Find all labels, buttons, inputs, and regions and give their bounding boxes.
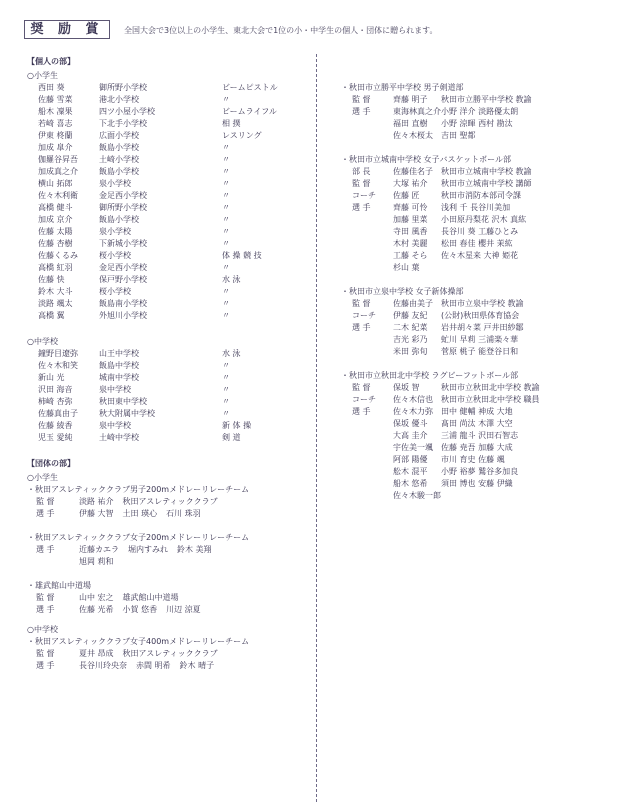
recipient-school: 外旭川小学校 (99, 311, 147, 320)
team-role (36, 556, 79, 568)
team-line (341, 418, 611, 430)
recipient-name: 高橋 翼 (38, 311, 65, 320)
recipient-school: 城南中学校 (99, 373, 139, 382)
team-title: ・秋田アスレティッククラブ男子200mメドレーリレーチーム (27, 485, 250, 494)
team-role (352, 214, 393, 226)
team-line (341, 298, 611, 310)
team-role (352, 118, 393, 130)
recipient-event: レスリング (222, 131, 262, 140)
team-member: 木村 美麗 (393, 239, 428, 248)
team-detail: 小野 裕夢 鷲谷多加良 (441, 467, 519, 476)
team-title: ・秋田市立秋田北中学校 ラグビーフットボール部 (341, 371, 519, 380)
team-member: 鈴木 美翔 (177, 545, 212, 554)
team-detail: 佐藤 尭吾 加藤 大成 (441, 443, 513, 452)
team-line (341, 166, 611, 178)
recipient-event: 〃 (222, 263, 230, 272)
award-row (27, 408, 312, 420)
recipient-name: 佐藤 快 (38, 275, 65, 284)
team-member: 佐々木力弥 (393, 407, 433, 416)
award-row (27, 142, 312, 154)
recipient-name: 佐藤 太陽 (38, 227, 73, 236)
team-role: 監 督 (352, 299, 371, 308)
team-member: 川辺 涼夏 (166, 605, 201, 614)
team-role (352, 490, 393, 502)
award-row (27, 298, 312, 310)
team-member: 阿部 陽優 (393, 455, 428, 464)
team-line (341, 346, 611, 358)
team-member: 堀内すみれ (128, 545, 168, 554)
team-line (341, 490, 611, 502)
recipient-school: 泉中学校 (99, 421, 131, 430)
recipient-event: ビームピストル (222, 83, 278, 92)
team-role: コーチ (352, 395, 376, 404)
recipient-name: 伊東 柊蘭 (38, 131, 73, 140)
team-role: 選 手 (36, 545, 55, 554)
recipient-school: 下北手小学校 (99, 119, 147, 128)
individual-heading: 【個人の部】 (27, 57, 75, 66)
recipient-event: 〃 (222, 95, 230, 104)
recipient-event: 〃 (222, 373, 230, 382)
team-member: 夏井 昂成 (79, 649, 114, 658)
team-member: 淡路 祐介 (79, 497, 114, 506)
spacer (27, 520, 312, 532)
elementary-list (27, 82, 312, 322)
team-member: 舩木 混平 (393, 467, 428, 476)
recipient-name: 佐々木和笑 (38, 361, 78, 370)
team-line (27, 592, 312, 604)
team-title: ・雄武館山中道場 (27, 581, 91, 590)
recipient-school: 泉小学校 (99, 179, 131, 188)
award-row (27, 190, 312, 202)
team-title: ・秋田市立勝平中学校 男子剣道部 (341, 83, 464, 92)
team-detail: 佐々木星来 大神 姫花 (441, 251, 519, 260)
left-column (27, 54, 312, 672)
team-detail: 須田 博也 安藤 伊織 (441, 479, 513, 488)
team-line (341, 454, 611, 466)
team-member: 大塚 祐介 (393, 179, 428, 188)
recipient-school: 泉小学校 (99, 227, 131, 236)
team-detail: 長谷川 葵 工藤ひとみ (441, 227, 519, 236)
recipient-event: 〃 (222, 409, 230, 418)
team-line (341, 130, 611, 142)
team-role: 選 手 (36, 661, 55, 670)
recipient-name: 加成真之介 (38, 167, 78, 176)
award-row (27, 154, 312, 166)
award-row (27, 360, 312, 372)
group-heading: 【団体の部】 (27, 459, 75, 468)
team-member: 二木 紀菜 (393, 323, 428, 332)
team-member: 齊藤 可怜 (393, 203, 428, 212)
team-detail: 浅利 千 長谷川美加 (441, 203, 511, 212)
team-line (341, 238, 611, 250)
award-row (27, 348, 312, 360)
team-member: 杉山 葉 (393, 263, 420, 272)
team-detail: 虻川 早莉 三浦楽々華 (441, 335, 519, 344)
team-role: 監 督 (352, 179, 371, 188)
group-elementary-label: ○小学生 (27, 473, 58, 482)
recipient-name: 佐藤くるみ (38, 251, 78, 260)
team-member: 山中 宏之 (79, 593, 114, 602)
recipient-name: 佐藤 雪菜 (38, 95, 73, 104)
team-member: 近藤カエラ (79, 545, 119, 554)
group-team-list (27, 484, 312, 672)
recipient-event: 〃 (222, 239, 230, 248)
recipient-name: 佐藤 綾香 (38, 421, 73, 430)
recipient-name: 高橋 健斗 (38, 203, 73, 212)
recipient-name: 西田 葵 (38, 83, 65, 92)
award-row (27, 262, 312, 274)
recipient-event: 水 泳 (222, 275, 241, 284)
recipient-event: 〃 (222, 191, 230, 200)
recipient-name: 沢田 海音 (38, 385, 73, 394)
recipient-school: 桜小学校 (99, 251, 131, 260)
recipient-school: 広面小学校 (99, 131, 139, 140)
team-member: 佐々木桜太 (393, 131, 433, 140)
award-row (27, 202, 312, 214)
recipient-event: 〃 (222, 227, 230, 236)
recipient-school: 秋大附属中学校 (99, 409, 155, 418)
team-member: 保坂 智 (393, 383, 420, 392)
recipient-event: 〃 (222, 203, 230, 212)
team-member: 旭岡 莉和 (79, 557, 114, 566)
team-detail: 菅原 桃子 能登谷日和 (441, 347, 519, 356)
team-line (27, 544, 312, 556)
award-row (27, 226, 312, 238)
team-line (341, 214, 611, 226)
recipient-name: 鐘野目遼弥 (38, 349, 78, 358)
recipient-name: 伽羅谷昇吾 (38, 155, 78, 164)
recipient-name: 佐藤 杏樹 (38, 239, 73, 248)
award-row (27, 372, 312, 384)
page-title: 奨 励 賞 (24, 20, 110, 39)
recipient-event: 〃 (222, 287, 230, 296)
recipient-school: 飯島小学校 (99, 167, 139, 176)
team-line (341, 466, 611, 478)
award-row (27, 310, 312, 322)
team-role (352, 130, 393, 142)
team-role (352, 454, 393, 466)
team-detail: 秋田市消防本部司令課 (441, 191, 521, 200)
team-line (27, 496, 312, 508)
team-role (352, 262, 393, 274)
group-junior-label: ○中学校 (27, 625, 58, 634)
recipient-event: 〃 (222, 299, 230, 308)
team-role (352, 238, 393, 250)
award-row (27, 286, 312, 298)
recipient-event: 相 撲 (222, 119, 241, 128)
recipient-school: 金足西小学校 (99, 263, 147, 272)
award-row (27, 82, 312, 94)
team-title: ・秋田アスレティッククラブ女子200mメドレーリレーチーム (27, 533, 250, 542)
team-role (352, 418, 393, 430)
team-role (352, 334, 393, 346)
award-row (27, 384, 312, 396)
award-row (27, 238, 312, 250)
team-line (27, 604, 312, 616)
team-member: 土田 瑛心 (122, 509, 158, 518)
page-subtitle: 全国大会で3位以上の小学生、東北大会で1位の小・中学生の個人・団体に贈られます。 (124, 26, 438, 35)
spacer (27, 616, 312, 622)
team-line (341, 262, 611, 274)
team-detail: 岩井胡々菜 戸井田紗鄒 (441, 323, 524, 332)
team-detail: 髙田 尚汰 木澤 大空 (441, 419, 513, 428)
team-role: 監 督 (36, 649, 55, 658)
recipient-event: 〃 (222, 215, 230, 224)
right-column (341, 82, 611, 502)
award-row (27, 432, 312, 444)
team-member: 伊藤 大智 (79, 509, 114, 518)
recipient-school: 飯島南小学校 (99, 299, 147, 308)
recipient-school: 御所野小学校 (99, 83, 147, 92)
team-line (341, 94, 611, 106)
team-role (352, 346, 393, 358)
team-member: 保坂 優斗 (393, 419, 428, 428)
team-role (352, 478, 393, 490)
team-line (341, 250, 611, 262)
recipient-event: 剣 道 (222, 433, 241, 442)
recipient-event: 〃 (222, 311, 230, 320)
recipient-name: 児玉 愛純 (38, 433, 73, 442)
team-role (352, 442, 393, 454)
spacer (341, 358, 611, 370)
team-member: 大高 圭介 (393, 431, 428, 440)
recipient-school: 土崎中学校 (99, 433, 139, 442)
team-role: 部 長 (352, 167, 371, 176)
team-detail: 吉田 聖都 (441, 131, 476, 140)
team-member: 佐藤 光希 (79, 605, 114, 614)
team-member: 佐々木信也 (393, 395, 433, 404)
spacer (341, 274, 611, 286)
recipient-school: 山王中学校 (99, 349, 139, 358)
team-member: 赤間 明希 (136, 661, 171, 670)
recipient-event: 新 体 操 (222, 421, 252, 430)
recipient-name: 佐藤真由子 (38, 409, 78, 418)
team-line (341, 382, 611, 394)
team-detail: 秋田市立城南中学校 講師 (441, 179, 532, 188)
team-line (341, 322, 611, 334)
team-detail: 秋田市立泉中学校 教諭 (441, 299, 524, 308)
team-member: 石川 珠羽 (166, 509, 201, 518)
team-line (341, 406, 611, 418)
team-member: 宇佐美一颯 (393, 443, 433, 452)
team-member: 小賀 悠香 (122, 605, 158, 614)
team-detail: 秋田市立秋田北中学校 職員 (441, 395, 540, 404)
award-row (27, 250, 312, 262)
award-row (27, 274, 312, 286)
team-member: 米田 弥旬 (393, 347, 428, 356)
award-row (27, 420, 312, 432)
team-line (341, 202, 611, 214)
team-line (341, 478, 611, 490)
team-member: 佐藤佳名子 (393, 167, 433, 176)
award-row (27, 214, 312, 226)
team-detail: 小田原丹梨花 沢木 真紘 (441, 215, 527, 224)
team-member: 寺田 風香 (393, 227, 428, 236)
team-detail: 小野 洋介 淡路優太朗 (441, 107, 519, 116)
recipient-school: 保戸野小学校 (99, 275, 147, 284)
team-line (27, 508, 312, 520)
recipient-name: 佐々木利衛 (38, 191, 78, 200)
team-role: 選 手 (36, 605, 55, 614)
team-line (27, 648, 312, 660)
recipient-school: 下新城小学校 (99, 239, 147, 248)
team-member: 秋田アスレティッククラブ (122, 649, 218, 658)
team-line (341, 118, 611, 130)
team-role: 監 督 (352, 383, 371, 392)
spacer (27, 568, 312, 580)
team-detail: (公財)秋田県体育協会 (441, 311, 520, 320)
team-member: 吉光 彩乃 (393, 335, 428, 344)
recipient-school: 泉中学校 (99, 385, 131, 394)
recipient-name: 淡路 颯太 (38, 299, 73, 308)
recipient-event: 〃 (222, 361, 230, 370)
award-row (27, 106, 312, 118)
recipient-event: 〃 (222, 397, 230, 406)
team-member: 佐藤 匠 (393, 191, 420, 200)
team-title: ・秋田市立城南中学校 女子バスケットボール部 (341, 155, 511, 164)
recipient-event: 〃 (222, 143, 230, 152)
team-member: 佐藤由美子 (393, 299, 433, 308)
recipient-name: 船木 凜果 (38, 107, 73, 116)
team-role: 選 手 (352, 323, 371, 332)
team-member: 船木 悠希 (393, 479, 428, 488)
team-detail: 松田 春佳 櫻井 茉紘 (441, 239, 513, 248)
team-detail: 小野 涼暉 西村 勘汰 (441, 119, 513, 128)
team-member: 佐々木駿一郎 (393, 491, 441, 500)
recipient-school: 港北小学校 (99, 95, 139, 104)
team-line (341, 430, 611, 442)
team-line (341, 442, 611, 454)
team-role: 選 手 (352, 407, 371, 416)
team-detail: 秋田市立秋田北中学校 教諭 (441, 383, 540, 392)
team-role (352, 250, 393, 262)
recipient-event: 〃 (222, 155, 230, 164)
team-member: 齊藤 明子 (393, 95, 428, 104)
recipient-name: 鈴木 大斗 (38, 287, 73, 296)
award-row (27, 178, 312, 190)
junior-label: ○中学校 (27, 337, 58, 346)
team-detail: 秋田市立城南中学校 教諭 (441, 167, 532, 176)
recipient-school: 金足西小学校 (99, 191, 147, 200)
team-title: ・秋田アスレティッククラブ女子400mメドレーリレーチーム (27, 637, 250, 646)
recipient-school: 御所野小学校 (99, 203, 147, 212)
recipient-event: 〃 (222, 385, 230, 394)
team-role: 選 手 (352, 203, 371, 212)
team-line (341, 310, 611, 322)
recipient-event: 〃 (222, 179, 230, 188)
team-detail: 秋田市立勝平中学校 教諭 (441, 95, 532, 104)
team-role: 監 督 (36, 497, 55, 506)
team-member: 雄武館山中道場 (122, 593, 179, 602)
award-row (27, 396, 312, 408)
recipient-event: 〃 (222, 167, 230, 176)
award-row (27, 130, 312, 142)
recipient-school: 飯島中学校 (99, 361, 139, 370)
team-role (352, 430, 393, 442)
team-detail: 三浦 龍斗 沢田石智志 (441, 431, 519, 440)
award-row (27, 166, 312, 178)
recipient-school: 桜小学校 (99, 287, 131, 296)
award-row (27, 118, 312, 130)
team-line (341, 334, 611, 346)
team-line (341, 178, 611, 190)
recipient-school: 飯島小学校 (99, 143, 139, 152)
recipient-name: 加成 皐介 (38, 143, 73, 152)
team-line (27, 660, 312, 672)
recipient-school: 秋田東中学校 (99, 397, 147, 406)
team-member: 鈴木 晴子 (179, 661, 215, 670)
team-detail: 市川 育史 佐藤 颯 (441, 455, 505, 464)
team-role (352, 226, 393, 238)
team-line (341, 106, 611, 118)
recipient-name: 柿崎 杏弥 (38, 397, 73, 406)
elementary-label: ○小学生 (27, 71, 58, 80)
recipient-event: 体 操 競 技 (222, 251, 262, 260)
recipient-event: 水 泳 (222, 349, 241, 358)
team-detail: 田中 健輔 神成 大地 (441, 407, 513, 416)
team-role: コーチ (352, 191, 376, 200)
team-role: 選 手 (36, 509, 55, 518)
recipient-name: 新山 光 (38, 373, 65, 382)
team-role: 選 手 (352, 107, 371, 116)
team-member: 伊藤 友紀 (393, 311, 428, 320)
recipient-name: 若崎 喜志 (38, 119, 73, 128)
recipient-school: 四ツ小屋小学校 (99, 107, 155, 116)
team-member: 福田 直樹 (393, 119, 428, 128)
team-role (352, 466, 393, 478)
recipient-event: ビームライフル (222, 107, 277, 116)
team-member: 秋田アスレティッククラブ (122, 497, 218, 506)
team-title: ・秋田市立泉中学校 女子新体操部 (341, 287, 464, 296)
team-line (27, 556, 312, 568)
team-role: 監 督 (36, 593, 55, 602)
recipient-name: 高橋 紅羽 (38, 263, 73, 272)
team-role: コーチ (352, 311, 376, 320)
team-member: 長谷川玲央奈 (79, 661, 127, 670)
column-divider (316, 54, 317, 802)
recipient-school: 飯島小学校 (99, 215, 139, 224)
team-member: 工藤 そら (393, 251, 428, 260)
recipient-school: 土崎小学校 (99, 155, 139, 164)
team-role: 監 督 (352, 95, 371, 104)
junior-list (27, 348, 312, 444)
recipient-name: 横山 拓郎 (38, 179, 73, 188)
recipient-name: 加成 京介 (38, 215, 73, 224)
team-line (341, 190, 611, 202)
team-member: 東海林真之介 (393, 107, 441, 116)
award-row (27, 94, 312, 106)
spacer (341, 142, 611, 154)
team-line (341, 226, 611, 238)
team-member: 加藤 里菜 (393, 215, 428, 224)
team-line (341, 394, 611, 406)
